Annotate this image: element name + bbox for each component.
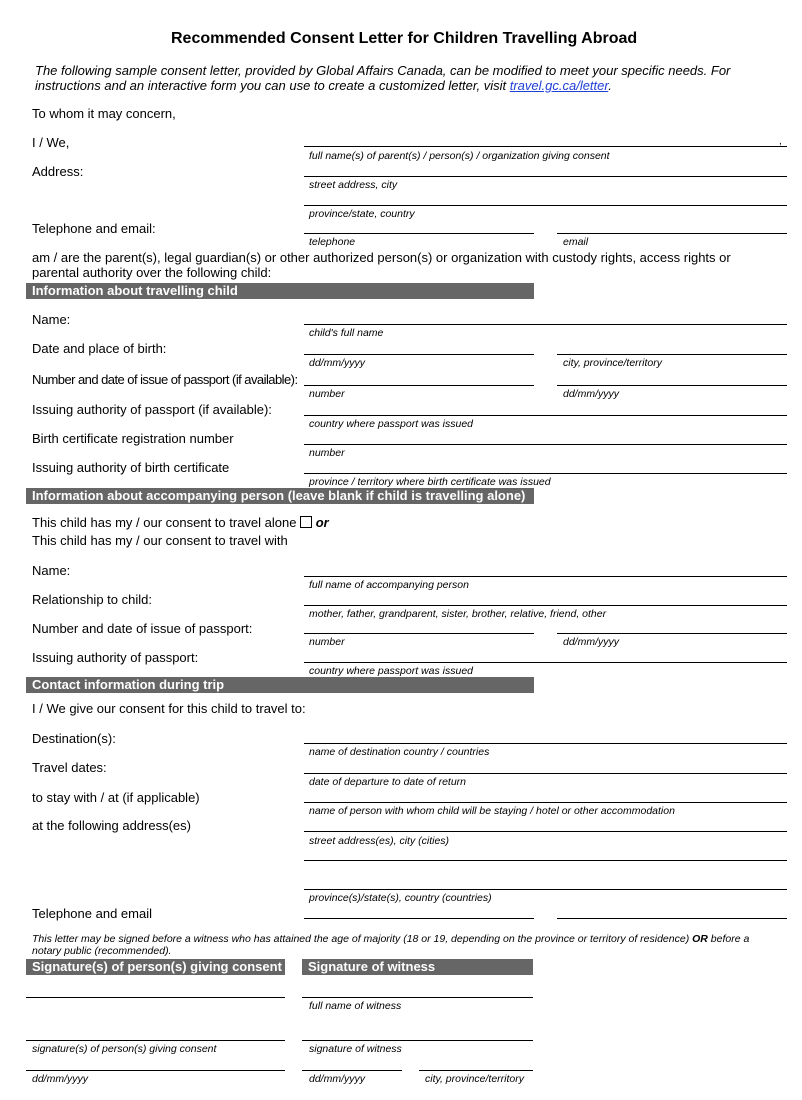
caption-destinations: name of destination country / countries (309, 746, 490, 758)
accompanying-passport-number-line[interactable] (304, 633, 534, 634)
label-date-place-birth: Date and place of birth: (32, 341, 167, 356)
caption-birth-certificate-number: number (309, 447, 345, 459)
trip-email-line[interactable] (557, 918, 787, 919)
relationship-line[interactable] (304, 605, 787, 606)
statement-line-1: am / are the parent(s), legal guardian(s) or other authorized person(s) or organization with custody rights, access rights or (32, 250, 731, 265)
label-trip-telephone-email: Telephone and email (32, 906, 152, 921)
caption-witness-name: full name of witness (309, 1000, 402, 1012)
caption-witness-city: city, province/territory (425, 1073, 524, 1085)
consent-email-line[interactable] (557, 233, 787, 234)
travel-consent-text: I / We give our consent for this child to travel to: (32, 701, 306, 716)
caption-stay-with: name of person with whom child will be staying / hotel or other accommodation (309, 805, 675, 817)
caption-accompanying-country: country where passport was issued (309, 665, 473, 677)
label-telephone-email: Telephone and email: (32, 221, 156, 236)
travel-alone-text: This child has my / our consent to travel alone (32, 515, 297, 530)
witness-note-or: OR (692, 933, 708, 945)
child-dob-line[interactable] (304, 354, 534, 355)
caption-birth-certificate-province: province / territory where birth certificate was issued (309, 476, 551, 488)
accompanying-authority-line[interactable] (304, 662, 787, 663)
child-name-line[interactable] (304, 324, 787, 325)
caption-child-city: city, province/territory (563, 357, 662, 369)
travel-dates-line[interactable] (304, 773, 787, 774)
label-child-name: Name: (32, 312, 71, 327)
caption-child-passport-date: dd/mm/yyyy (563, 388, 620, 400)
witness-name-line[interactable] (302, 997, 533, 998)
caption-telephone: telephone (309, 236, 356, 248)
accompanying-name-line[interactable] (304, 576, 787, 577)
caption-email: email (563, 236, 589, 248)
caption-witness-date: dd/mm/yyyy (309, 1073, 366, 1085)
header-witness-signature: Signature of witness (302, 959, 533, 975)
greeting: To whom it may concern, (32, 106, 176, 121)
consent-names-line[interactable] (304, 146, 787, 147)
intro-suffix: . (608, 78, 612, 93)
page-title: Recommended Consent Letter for Children Travelling Abroad (171, 30, 638, 47)
label-accompanying-authority: Issuing authority of passport: (32, 650, 199, 665)
destinations-line[interactable] (304, 743, 787, 744)
label-accompanying-passport: Number and date of issue of passport: (32, 621, 253, 636)
label-address: Address: (32, 164, 84, 179)
caption-travel-dates: date of departure to date of return (309, 776, 467, 788)
consent-signature-line-2[interactable] (26, 1040, 285, 1041)
label-accompanying-name: Name: (32, 563, 71, 578)
birth-certificate-authority-line[interactable] (304, 473, 787, 474)
label-child-passport: Number and date of issue of passport (if available): (32, 372, 298, 387)
travel-letter-link[interactable]: travel.gc.ca/letter (509, 78, 609, 93)
travel-with-text: This child has my / our consent to travel with (32, 533, 288, 548)
caption-accompanying-name: full name of accompanying person (309, 579, 469, 591)
header-accompanying-person: Information about accompanying person (leave blank if child is travelling alone) (26, 488, 534, 504)
caption-trip-province: province(s)/state(s), country (countries) (309, 892, 492, 904)
child-passport-number-line[interactable] (304, 385, 534, 386)
witness-date-line[interactable] (302, 1070, 402, 1071)
caption-accompanying-passport-date: dd/mm/yyyy (563, 636, 620, 648)
consent-province-line[interactable] (304, 205, 787, 206)
witness-note-prefix: This letter may be signed before a witness who has attained the age of majority (18 or 19, depending on the province or territory of residence) (32, 933, 693, 945)
caption-consent-names: full name(s) of parent(s) / person(s) / organization giving consent (309, 150, 610, 162)
caption-child-passport-number: number (309, 388, 345, 400)
witness-note-line-2: notary public (recommended). (32, 945, 172, 957)
caption-trip-street: street address(es), city (cities) (309, 835, 450, 847)
label-child-passport-authority: Issuing authority of passport (if available): (32, 402, 272, 417)
witness-signature-line[interactable] (302, 1040, 533, 1041)
label-relationship: Relationship to child: (32, 592, 152, 607)
consent-signature-line-1[interactable] (26, 997, 285, 998)
label-stay-with: to stay with / at (if applicable) (32, 790, 200, 805)
trip-address-line-2[interactable] (304, 860, 787, 861)
statement-line-2: parental authority over the following child: (32, 265, 272, 280)
trip-address-line[interactable] (304, 831, 787, 832)
caption-witness-signature: signature of witness (309, 1043, 402, 1055)
travel-alone-row (32, 515, 329, 530)
caption-province-state: province/state, country (309, 208, 415, 220)
trailing-comma: , (779, 136, 782, 147)
caption-child-passport-country: country where passport was issued (309, 418, 473, 430)
stay-with-line[interactable] (304, 802, 787, 803)
header-travelling-child: Information about travelling child (26, 283, 534, 299)
consent-date-line[interactable] (26, 1070, 285, 1071)
label-destinations: Destination(s): (32, 731, 116, 746)
birth-certificate-number-line[interactable] (304, 444, 787, 445)
caption-child-name: child's full name (309, 327, 384, 339)
witness-note-line-1 (32, 933, 749, 945)
intro-text-line-2 (35, 78, 612, 93)
witness-city-line[interactable] (419, 1070, 533, 1071)
trip-province-line[interactable] (304, 889, 787, 890)
trip-telephone-line[interactable] (304, 918, 534, 919)
child-passport-date-line[interactable] (557, 385, 787, 386)
or-text: or (315, 515, 329, 530)
label-birth-certificate: Birth certificate registration number (32, 431, 234, 446)
label-i-we: I / We, (32, 135, 70, 150)
witness-note-suffix: before a (707, 933, 750, 945)
child-birthplace-line[interactable] (557, 354, 787, 355)
intro-prefix: instructions and an interactive form you can use to create a customized letter, visit (35, 78, 510, 93)
intro-text-line-1: The following sample consent letter, provided by Global Affairs Canada, can be modified to meet your specific needs. For (35, 63, 731, 78)
consent-telephone-line[interactable] (304, 233, 534, 234)
caption-street-address: street address, city (309, 179, 398, 191)
caption-consent-date: dd/mm/yyyy (32, 1073, 89, 1085)
child-passport-authority-line[interactable] (304, 415, 787, 416)
accompanying-passport-date-line[interactable] (557, 633, 787, 634)
label-travel-dates: Travel dates: (32, 760, 107, 775)
label-birth-certificate-authority: Issuing authority of birth certificate (32, 460, 230, 475)
consent-street-line[interactable] (304, 176, 787, 177)
header-contact-information: Contact information during trip (26, 677, 534, 693)
caption-relationship: mother, father, grandparent, sister, brother, relative, friend, other (309, 608, 607, 620)
caption-child-dob: dd/mm/yyyy (309, 357, 366, 369)
caption-accompanying-passport-number: number (309, 636, 345, 648)
label-trip-address: at the following address(es) (32, 818, 191, 833)
caption-consent-signature: signature(s) of person(s) giving consent (32, 1043, 217, 1055)
header-consent-signatures: Signature(s) of person(s) giving consent (26, 959, 285, 975)
travel-alone-checkbox[interactable] (300, 516, 312, 528)
